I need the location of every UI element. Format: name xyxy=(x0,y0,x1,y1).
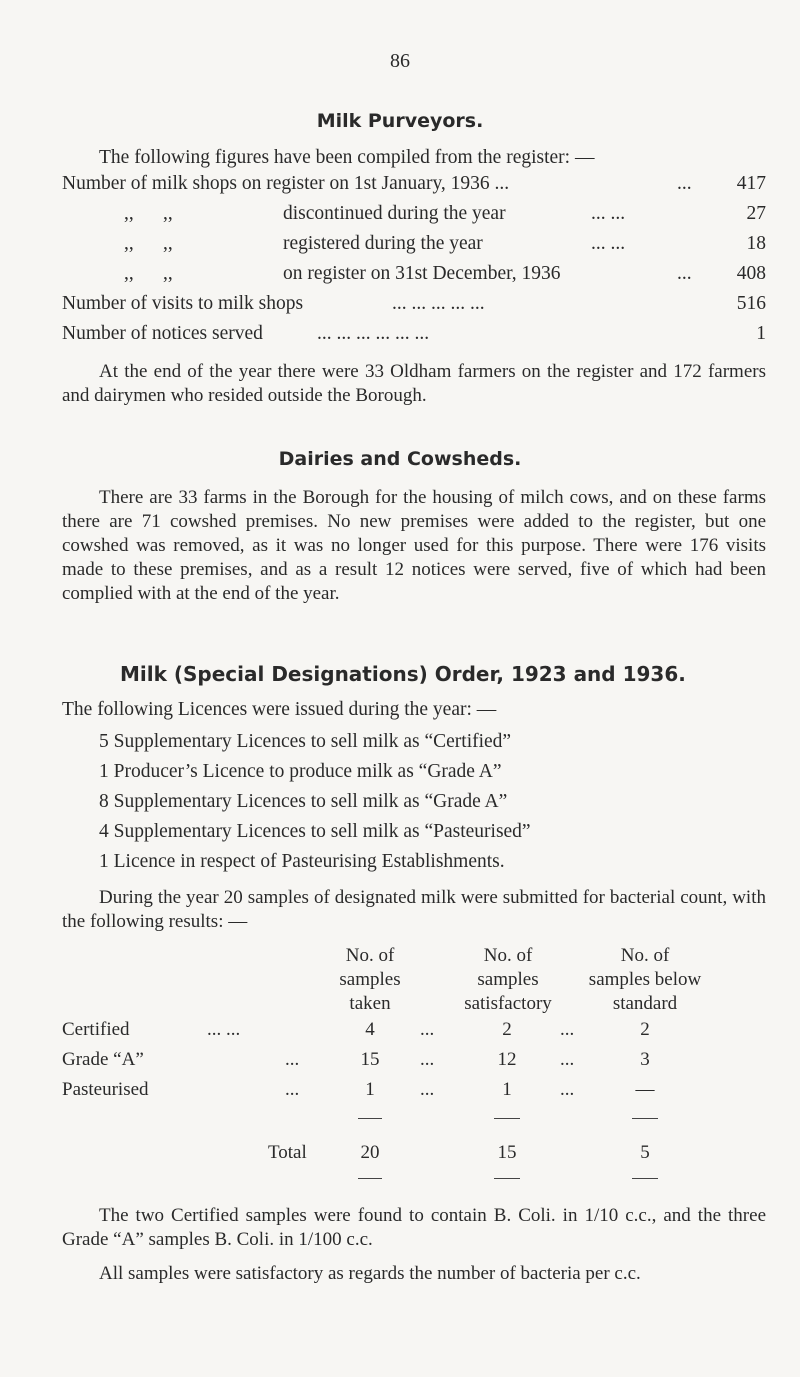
dairies-heading: Dairies and Cowsheds. xyxy=(278,448,522,470)
col-header-below xyxy=(570,944,720,1016)
purveyor-row-dots: ... ... xyxy=(591,233,626,254)
purveyors-closing: At the end of the year there were 33 Oldham farmers on the register and 172 farmers and dairymen who resided outside the Borough. xyxy=(62,361,766,406)
table-cell-sep: ... xyxy=(560,1079,575,1100)
purveyor-row xyxy=(62,293,766,321)
total-rule xyxy=(632,1118,658,1119)
total-rule xyxy=(632,1178,658,1179)
licence-item: 8 Supplementary Licences to sell milk as “Grade A” xyxy=(99,791,508,812)
purveyor-row-ditto: ,, ,, xyxy=(124,263,173,284)
samples-intro: During the year 20 samples of designated milk were submitted for bacterial count, with the following results: — xyxy=(62,887,766,932)
purveyor-row xyxy=(62,203,766,231)
purveyor-row-value: 18 xyxy=(746,233,766,254)
purveyors-intro: The following figures have been compiled from the register: — xyxy=(99,147,595,168)
licence-item: 4 Supplementary Licences to sell milk as “Pasteurised” xyxy=(99,821,531,842)
purveyor-row-label: Number of visits to milk shops xyxy=(62,293,304,314)
table-cell-taken: 15 xyxy=(360,1049,380,1070)
purveyor-row-dots: ... xyxy=(677,263,692,284)
header-line: samples xyxy=(477,969,539,990)
table-cell-sep: ... xyxy=(420,1049,435,1070)
purveyor-row-label: registered during the year xyxy=(283,233,483,254)
purveyor-row-ditto: ,, ,, xyxy=(124,203,173,224)
purveyor-row-dots: ... ... xyxy=(591,203,626,224)
table-cell-sep: ... xyxy=(560,1049,575,1070)
table-cell-taken: 1 xyxy=(365,1079,375,1100)
purveyor-row-dots: ... ... ... ... ... ... xyxy=(317,323,430,344)
table-cell-satisfactory: 2 xyxy=(502,1019,512,1040)
total-rule xyxy=(358,1118,382,1119)
header-line: samples xyxy=(339,969,401,990)
header-line: samples below xyxy=(588,969,702,990)
total-rule xyxy=(494,1178,520,1179)
table-row-name: Certified xyxy=(62,1019,130,1040)
total-taken: 20 xyxy=(360,1142,380,1163)
page-number: 86 xyxy=(390,50,410,72)
licences-intro: The following Licences were issued during the year: — xyxy=(62,699,497,720)
table-cell-sep: ... xyxy=(420,1019,435,1040)
purveyor-row-dots: ... xyxy=(677,173,692,194)
total-rule xyxy=(358,1178,382,1179)
table-cell-sep: ... xyxy=(560,1019,575,1040)
total-label: Total xyxy=(268,1142,307,1163)
header-line: satisfactory xyxy=(464,993,552,1014)
note-certified: The two Certified samples were found to contain B. Coli. in 1/10 c.c., and the three Grade “A” samples B. Coli. in 1/100 c.c. xyxy=(62,1205,766,1250)
table-cell-below: 3 xyxy=(640,1049,650,1070)
purveyor-row xyxy=(62,233,766,261)
purveyor-row xyxy=(62,173,766,201)
header-line: standard xyxy=(612,993,678,1014)
licence-item: 1 Licence in respect of Pasteurising Establishments. xyxy=(99,851,505,872)
purveyor-row-dots: ... ... ... ... ... xyxy=(392,293,485,314)
table-cell-satisfactory: 1 xyxy=(502,1079,512,1100)
milk-purveyors-heading: Milk Purveyors. xyxy=(316,110,484,132)
purveyor-row-value: 417 xyxy=(736,173,766,194)
table-row-lead: ... xyxy=(285,1049,300,1070)
header-line: taken xyxy=(349,993,391,1014)
table-cell-taken: 4 xyxy=(365,1019,375,1040)
purveyor-row-label: on register on 31st December, 1936 xyxy=(283,263,561,284)
table-cell-satisfactory: 12 xyxy=(497,1049,517,1070)
col-header-satisfactory xyxy=(438,944,578,1016)
table-cell-sep: ... xyxy=(420,1079,435,1100)
table-row-lead: ... xyxy=(285,1079,300,1100)
total-satisfactory: 15 xyxy=(497,1142,517,1163)
total-rule xyxy=(494,1118,520,1119)
header-line: No. of xyxy=(483,945,533,966)
purveyor-row-value: 408 xyxy=(736,263,766,284)
purveyor-row xyxy=(62,263,766,291)
table-row-name: Pasteurised xyxy=(62,1079,149,1100)
purveyor-row-ditto: ,, ,, xyxy=(124,233,173,254)
table-cell-below: 2 xyxy=(640,1019,650,1040)
purveyor-row-value: 1 xyxy=(756,323,766,344)
col-header-taken xyxy=(310,944,430,1016)
header-line: No. of xyxy=(620,945,670,966)
table-row-name: Grade “A” xyxy=(62,1049,144,1070)
purveyor-row xyxy=(62,323,766,351)
purveyor-row-label: discontinued during the year xyxy=(283,203,506,224)
purveyor-row-label: Number of notices served xyxy=(62,323,263,344)
dairies-body: There are 33 farms in the Borough for the housing of milch cows, and on these farms there are 71 cowshed premises. No new premises were added to the register, but one cowshed was removed, as it was no longer used for this purpose. There were 176 visits made to these premises, and as a result 12 notices were served, five of which had been complied with at the end of the year. xyxy=(62,487,766,604)
licence-item: 1 Producer’s Licence to produce milk as “Grade A” xyxy=(99,761,502,782)
order-heading: Milk (Special Designations) Order, 1923 and 1936. xyxy=(120,662,686,686)
note-all-samples: All samples were satisfactory as regards the number of bacteria per c.c. xyxy=(99,1263,641,1284)
purveyor-row-value: 27 xyxy=(746,203,766,224)
table-row-lead: ... ... xyxy=(207,1019,241,1040)
purveyor-row-value: 516 xyxy=(736,293,766,314)
header-line: No. of xyxy=(345,945,395,966)
purveyor-row-label: Number of milk shops on register on 1st January, 1936 ... xyxy=(62,173,510,194)
table-cell-below: — xyxy=(635,1079,655,1100)
licence-item: 5 Supplementary Licences to sell milk as “Certified” xyxy=(99,731,512,752)
total-below: 5 xyxy=(640,1142,650,1163)
